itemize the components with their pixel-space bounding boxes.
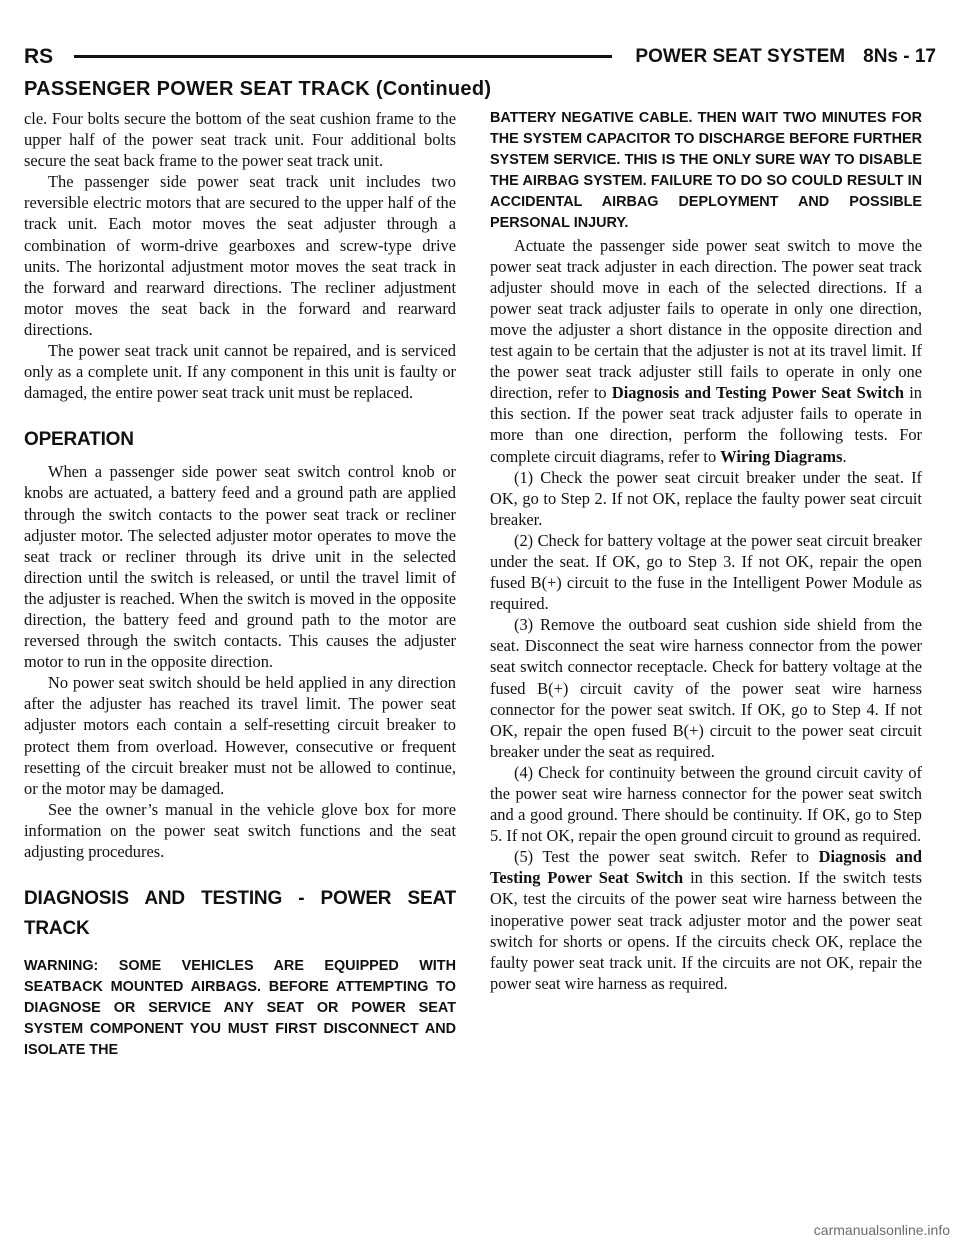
warning-text-continued: BATTERY NEGATIVE CABLE. THEN WAIT TWO MINUTES FOR THE SYSTEM CAPACITOR TO DISCHARGE BEFORE FURTHER SYSTEM SERVICE. THIS IS THE ONLY SURE WAY TO DISABLE THE AIRBAG SYSTEM. FAILURE TO DO SO COULD RESULT IN ACCIDENTAL AIRBAG DEPLOYMENT AND POSSIBLE PERSONAL INJURY. [490,110,922,232]
paragraph: cle. Four bolts secure the bottom of the seat cushion frame to the upper half of the power seat track unit. Four additional bolts secure the seat back frame to the power seat track unit. [24,109,456,171]
text-run: Actuate the passenger side power seat switch to move the power seat track adjuster in each direction. The power seat track adjuster should move in each of the selected directions. If a power seat track adjuster fails to operate in only one direction, move the adjuster a short distance in the opposite direction and test again to be certain that the adjuster is not at its travel limit. If the power seat track adjuster still fails to operate in only one direction, refer to [490,235,922,403]
left-column [24,108,456,1062]
paragraph [490,235,922,467]
text-run: (5) Test the power seat switch. Refer to [514,847,819,867]
continued-title: PASSENGER POWER SEAT TRACK (Continued) [24,78,492,100]
text-run: in this section. If the switch tests OK, test the circuits of the power seat wire harness between the inoperative power seat track adjuster motor and the power seat switch for shorts or opens. If the circuits check OK, replace the faulty power seat track unit. If the circuits are not OK, repair the power seat wire harness as required. [490,868,922,993]
reference-power-seat-switch: Diagnosis and Testing Power Seat Switch [490,847,922,888]
step-3: (3) Remove the outboard seat cushion side shield from the seat. Disconnect the seat wire harness connector from the power seat switch connector receptacle. Check for battery voltage at the fused B(+) circuit cavity of the power seat wire harness connector for the power seat switch. If OK, go to Step 4. If not OK, repair the open fused B(+) circuit to the power seat circuit breaker under the seat as required. [490,615,922,761]
heading-operation: OPERATION [24,429,134,451]
header-page-number: 8Ns - 17 [863,46,936,67]
paragraph: When a passenger side power seat switch control knob or knobs are actuated, a battery feed and a ground path are applied through the switch contacts to the power seat track or recliner adjuster motor. The selected adjuster motor operates to move the seat track or recliner through its drive unit in the selected direction until the switch is released, or until the travel limit of the adjuster is reached. When the switch is moved in the opposite direction, the battery feed and ground path to the motor are reversed through the switch contacts. This causes the adjuster motor to run in the opposite direction. [24,462,456,672]
text-run: in this section. If the power seat track adjuster fails to operate in more than one direction, perform the following tests. For complete circuit diagrams, refer to [490,383,922,466]
heading-diagnosis-testing: DIAGNOSIS AND TESTING - POWER SEAT TRACK [24,888,456,940]
header-section-title: POWER SEAT SYSTEM [635,46,846,67]
reference-wiring-diagrams: Wiring Diagrams [720,446,843,466]
header-rule [74,55,612,58]
header-right [635,44,936,70]
page-header [24,44,936,74]
header-model-code: RS [24,45,54,68]
right-column [490,108,922,994]
paragraph: See the owner’s manual in the vehicle glove box for more information on the power seat switch functions and the seat adjusting procedures. [24,799,456,861]
paragraph: The passenger side power seat track unit includes two reversible electric motors that are secured to the upper half of the track unit. Each motor moves the seat adjuster through a combination of worm-drive gearboxes and screw-type drive units. The horizontal adjustment motor moves the seat track in the forward and rearward directions. The recliner adjustment motor moves the seat back in the forward and rearward directions. [24,172,456,339]
step-2: (2) Check for battery voltage at the power seat circuit breaker under the seat. If OK, go to Step 3. If not OK, repair the open fused B(+) circuit to the fuse in the Intelligent Power Module as required. [490,530,922,614]
warning-text: WARNING: SOME VEHICLES ARE EQUIPPED WITH SEATBACK MOUNTED AIRBAGS. BEFORE ATTEMPTING TO DIAGNOSE OR SERVICE ANY SEAT OR POWER SEAT SYSTEM COMPONENT YOU MUST FIRST DISCONNECT AND ISOLATE THE [24,958,456,1059]
step-5 [490,846,922,994]
paragraph: No power seat switch should be held applied in any direction after the adjuster has reached its travel limit. The power seat adjuster motors each contain a self-resetting circuit breaker to protect them from overload. However, consecutive or frequent resetting of the circuit breaker must not be allowed to continue, or the motor may be damaged. [24,673,456,798]
reference-power-seat-switch: Diagnosis and Testing Power Seat Switch [611,383,904,403]
text-run: . [842,446,847,466]
step-4: (4) Check for continuity between the ground circuit cavity of the power seat wire harness connector for the power seat switch and a good ground. There should be continuity. If OK, go to Step 5. If not OK, repair the open ground circuit to ground as required. [490,762,922,846]
paragraph: The power seat track unit cannot be repaired, and is serviced only as a complete unit. If any component in this unit is faulty or damaged, the entire power seat track unit must be replaced. [24,341,456,403]
step-1: (1) Check the power seat circuit breaker under the seat. If OK, go to Step 2. If not OK, replace the faulty power seat circuit breaker. [490,467,922,529]
watermark: carmanualsonline.info [813,1222,950,1238]
